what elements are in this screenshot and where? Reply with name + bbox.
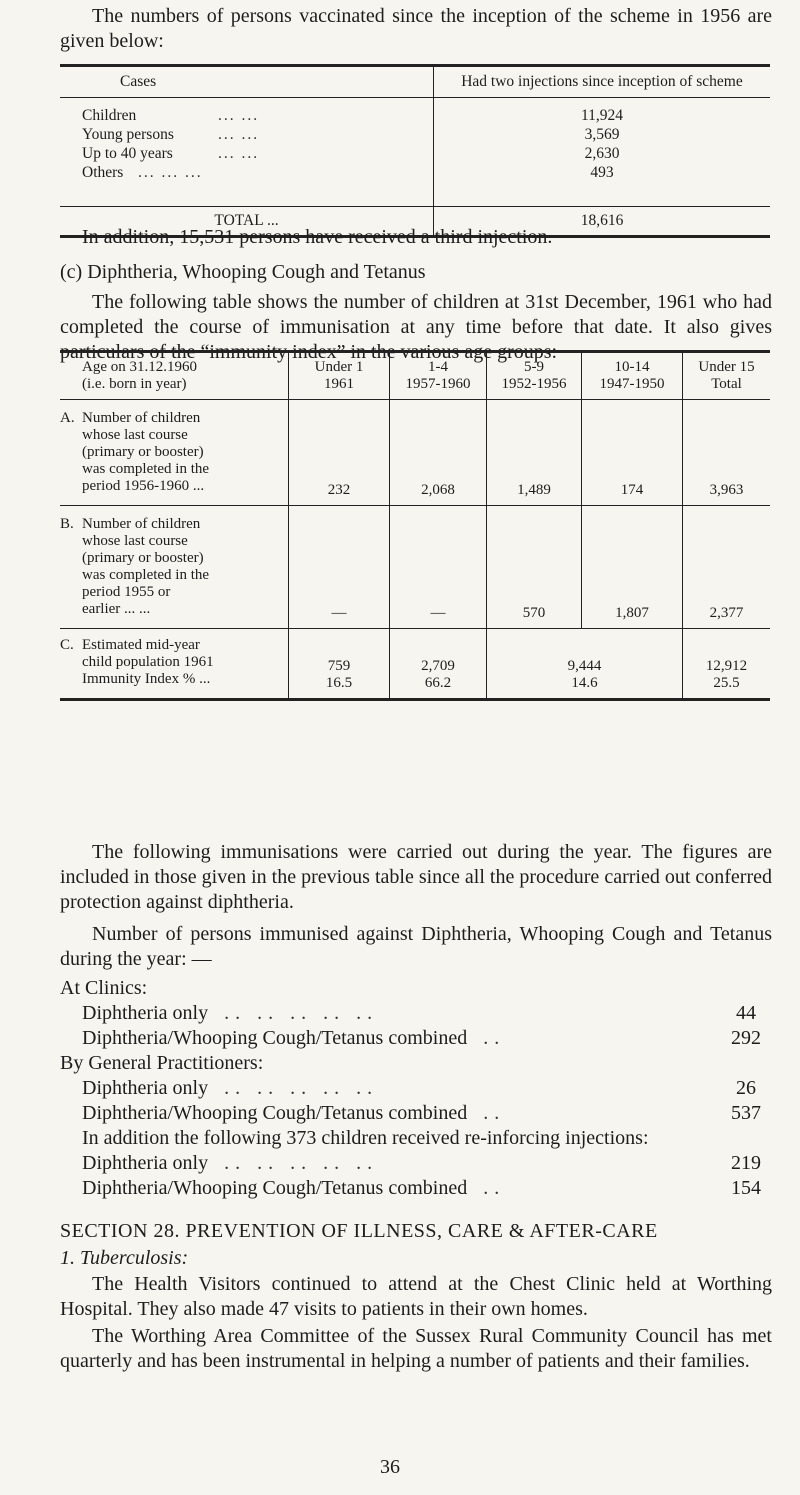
age-1-4-header: 1-4 1957-1960	[390, 352, 487, 400]
gps-heading: By General Practitioners:	[60, 1052, 264, 1074]
table-cell: 759 16.5	[289, 629, 390, 700]
table-cell: 232	[289, 400, 390, 506]
section-b-row	[60, 506, 770, 629]
list-item: Diphtheria/Whooping Cough/Tetanus combined .. 537	[82, 1102, 761, 1124]
case-labels	[60, 98, 434, 207]
table2-intro: The following table shows the number of children at 31st December, 1961 who had completed the course of immunisation at any time before that date. It also gives particulars of the “immunity index” in the various age groups:	[60, 291, 772, 363]
list-item: Diphtheria/Whooping Cough/Tetanus combined .. 292	[82, 1027, 761, 1049]
age-header: Age on 31.12.1960 (i.e. born in year)	[60, 352, 289, 400]
table-cell: 9,444 14.6	[487, 629, 683, 700]
intro-paragraph: The numbers of persons vaccinated since the inception of the scheme in 1956 are given below:	[60, 5, 772, 52]
case-values: 11,924 3,569 2,630 493	[434, 98, 771, 207]
reinforcing-heading: In addition the following 373 children received re-inforcing injections:	[82, 1127, 649, 1149]
health-visitors-paragraph: The Health Visitors continued to attend at the Chest Clinic held at Worthing Hospital. They also made 47 visits to patients in their own homes.	[60, 1273, 772, 1320]
section-c-desc: C. Estimated mid-year child population 1961 Immunity Index % ...	[60, 629, 289, 700]
table-row: Young persons ... ...	[82, 126, 260, 143]
list-item: Diphtheria only .. .. .. .. .. 26	[82, 1077, 756, 1099]
number-persons-paragraph: Number of persons immunised against Diphtheria, Whooping Cough and Tetanus during the year: —	[60, 923, 772, 970]
age-5-9-header: 5-9 1952-1956	[487, 352, 582, 400]
table-cell: 570	[487, 506, 582, 629]
table-cell: 174	[582, 400, 683, 506]
section-a-desc: A. Number of children whose last course (primary or booster) was completed in the period 1956-1960 ...	[60, 400, 289, 506]
list-item: Diphtheria/Whooping Cough/Tetanus combined .. 154	[82, 1177, 761, 1199]
table-cell: 1,489	[487, 400, 582, 506]
injections-header: Had two injections since inception of scheme	[434, 66, 771, 98]
list-item: Diphtheria only .. .. .. .. .. 219	[82, 1152, 761, 1174]
cases-header: Cases	[60, 66, 434, 98]
table-cell: 12,912 25.5	[683, 629, 771, 700]
under15-header: Under 15 Total	[683, 352, 771, 400]
table-cell: 3,963	[683, 400, 771, 506]
immunity-table	[60, 350, 770, 701]
table-cell: 2,709 66.2	[390, 629, 487, 700]
total-value: 18,616	[434, 207, 771, 237]
age-10-14-header: 10-14 1947-1950	[582, 352, 683, 400]
list-item: Diphtheria only .. .. .. .. .. 44	[82, 1002, 756, 1024]
table-cell: —	[289, 506, 390, 629]
section-b-desc: B. Number of children whose last course (primary or booster) was completed in the period 1955 or earlier ... ...	[60, 506, 289, 629]
at-clinics-heading: At Clinics:	[60, 977, 148, 999]
table-row: Others ... ... ...	[82, 164, 203, 181]
clinics-list	[60, 976, 772, 1201]
following-paragraph: The following immunisations were carried out during the year. The figures are included in those given in the previous table since all the procedure carried out conferred protection against diphtheria.	[60, 841, 772, 913]
tuberculosis-heading: 1. Tuberculosis:	[60, 1247, 189, 1269]
total-label: TOTAL ...	[60, 207, 434, 237]
section-c-row	[60, 629, 770, 700]
table-row: Up to 40 years ... ...	[82, 145, 260, 162]
table-cell: —	[390, 506, 487, 629]
section-a-row	[60, 400, 770, 506]
table-cell: 1,807	[582, 506, 683, 629]
section-28-heading: SECTION 28. PREVENTION OF ILLNESS, CARE & AFTER-CARE	[60, 1220, 658, 1242]
vaccination-table	[60, 64, 770, 238]
table-row: Children ... ...	[82, 107, 260, 124]
under1-header: Under 1 1961	[289, 352, 390, 400]
third-injection-text: In addition, 15,531 persons have received a third injection.	[82, 226, 553, 248]
table-cell: 2,068	[390, 400, 487, 506]
page-number: 36	[380, 1456, 400, 1478]
worthing-committee-paragraph: The Worthing Area Committee of the Sussex Rural Community Council has met quarterly and has been instrumental in helping a number of patients and their families.	[60, 1325, 772, 1372]
table-cell: 2,377	[683, 506, 771, 629]
subsection-c-heading: (c) Diphtheria, Whooping Cough and Tetanus	[60, 261, 426, 283]
